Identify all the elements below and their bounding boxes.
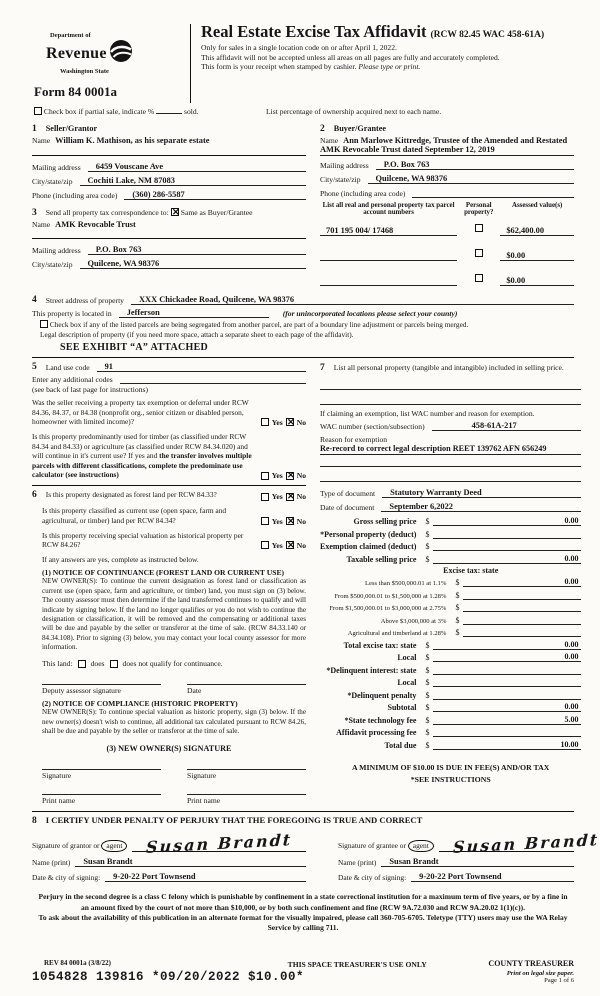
doc-type-label: Type of document [320, 489, 376, 499]
question-historic: Is this property receiving special valuation as historical property per RCW 84.26? [42, 530, 244, 550]
buyer-name-label: Name [320, 136, 339, 145]
assessor-signature-row [32, 684, 306, 695]
legal-description-label: Legal description of property (if you need more space, attach a separate sheet to each page of the affidavit). [40, 330, 354, 339]
dollar-sign: $ [455, 603, 460, 613]
title-block [190, 24, 574, 103]
buyer-name-line1[interactable]: Ann Marlowe Kittredge, Trustee of the Amended and Restated [343, 136, 568, 145]
buyer-city-value[interactable]: Quilcene, WA 98376 [368, 174, 575, 184]
new-owner-signature-row [32, 769, 306, 780]
notice1-title: (1) NOTICE OF CONTINUANCE (FOREST LAND OR CURRENT USE) [42, 568, 285, 578]
buyer-phone-value[interactable] [412, 188, 574, 198]
money-label: Less than $500,000.01 at 1.1% [364, 580, 447, 588]
agency-block [32, 24, 190, 103]
deputy-assessor-signature-line[interactable]: Deputy assessor signature [42, 684, 161, 695]
legal-size-note: Print on legal size paper. [506, 969, 574, 977]
doc-type-value[interactable]: Statutory Warranty Deed [382, 488, 581, 498]
doc-date-value[interactable]: September 6,2022 [381, 502, 581, 512]
certify-statement [32, 815, 574, 826]
dollar-sign: $ [425, 715, 430, 725]
partial-sale-sold-label: sold. [184, 107, 199, 116]
partial-sale-label: Check box if partial sale, indicate % [43, 107, 155, 116]
money-label: Total excise tax: state [343, 640, 417, 650]
perjury-notice [32, 892, 574, 933]
note-single-location: Only for sales in a single location code on or after April 1, 2022. [201, 43, 397, 52]
buyer-mailing-value[interactable]: P.O. Box 763 [376, 160, 574, 170]
does-label: does [90, 659, 105, 669]
this-land-label: This land: [42, 659, 73, 669]
section2-heading: Buyer/Grantee [333, 124, 387, 133]
grantee-print-value[interactable]: Susan Brandt [381, 857, 574, 867]
dollar-sign: $ [425, 517, 430, 527]
form-header [32, 24, 574, 103]
notice2-title: (2) NOTICE OF COMPLIANCE (HISTORIC PROPERTY) [42, 699, 238, 709]
yes-label: Yes [271, 516, 283, 526]
seller-name-value[interactable]: William K. Mathison, as his separate estate [55, 136, 210, 145]
dollar-sign: $ [425, 740, 430, 750]
wac-number-value[interactable]: 458-61A-217 [432, 421, 582, 431]
parcel-row [320, 243, 574, 261]
section1-title [32, 124, 306, 134]
reason-exemption-label: Reason for exemption [320, 435, 388, 445]
assessor-date-line[interactable]: Date [187, 684, 306, 695]
section8 [32, 811, 600, 887]
parcel-row [320, 268, 574, 286]
buyer-name-line2[interactable]: AMK Revocable Trust dated September 12, 2019 [320, 145, 574, 156]
historic-no-checkbox[interactable] [286, 541, 294, 549]
see-back-note: (see back of last page for instructions) [32, 385, 148, 394]
money-label: *Delinquent penalty [347, 690, 417, 700]
question-timber-a: Is this property predominantly used for timber (as classified under RCW 84.34 and 84.33) or agriculture (as classified under RCW 84.34.020) and will continue in it's current use? If yes and [32, 431, 248, 461]
money-value[interactable]: 0.00 [433, 640, 581, 650]
money-label: Local [397, 653, 417, 663]
dollar-sign: $ [425, 665, 430, 675]
money-value[interactable] [463, 615, 581, 625]
correspondence-mailing-value[interactable]: P.O. Box 763 [88, 245, 306, 255]
grantee-signature-label [338, 840, 439, 852]
money-value[interactable]: 0.00 [433, 516, 581, 526]
note-accepted: This affidavit will not be accepted unless all areas on all pages are fully and accurately completed. [201, 52, 500, 62]
grantee-signature-handwriting: Susan Brandt [452, 830, 600, 858]
section7-number: 7 [320, 363, 325, 373]
grantor-print-label: Name (print) [32, 858, 71, 868]
grantee-print-label: Name (print) [338, 858, 377, 868]
seller-city-value[interactable]: Cochiti Lake, NM 87083 [80, 176, 307, 186]
exemption-yes-checkbox[interactable] [261, 418, 269, 426]
currentuse-yesno [255, 517, 306, 526]
timber-yesno [255, 471, 306, 480]
revenue-logo [46, 39, 190, 68]
parcel-header-numbers: List all real and personal property tax parcel account numbers [322, 202, 455, 216]
partial-sale-percent-field[interactable] [156, 113, 182, 114]
money-label: Above $3,000,000 at 3% [380, 617, 447, 625]
wac-number-label: WAC number (section/subsection) [320, 422, 425, 432]
yes-label: Yes [271, 471, 283, 480]
street-address-value[interactable]: XXX Chickadee Road, Quilcene, WA 98376 [131, 295, 574, 305]
money-label: Gross selling price [353, 517, 417, 527]
seller-name-label: Name [32, 136, 51, 145]
grantor-signature-handwriting: Susan Brandt [146, 830, 294, 858]
additional-codes-label: Enter any additional codes [32, 375, 113, 384]
historic-yesno [255, 541, 306, 550]
reason-exemption-value[interactable]: Re-record to correct legal description REET 139762 AFN 656249 [320, 444, 581, 455]
revenue-swirl-icon [109, 39, 133, 68]
notice1-body: NEW OWNER(S): To continue the current designation as forest land or classification as current use (open space, farm and agriculture, or timber) land, you must sign on (3) below. The county assessor must then determine if the land transferred continues to qualify and will indicate by signing below. If the land no longer qualifies or you do not wish to continue the designation or classification, it will be removed and the compensating or additional taxes will be due and payable by the seller or transferor at the time of sale. (RCW 84.33.140 or 84.34.108). Prior to signing (3) below, you may contact your local county assessor for more information. [42, 577, 306, 651]
dollar-sign: $ [425, 542, 430, 552]
money-label: Affidavit processing fee [336, 728, 417, 738]
no-label: No [296, 471, 306, 480]
seller-mailing-value[interactable]: 6459 Vouscane Ave [88, 162, 306, 172]
personal-property-line[interactable] [320, 393, 581, 405]
correspondence-name-row [32, 220, 306, 229]
grantor-signature-label-text: Signature of grantor or [32, 841, 100, 851]
ownership-note: List percentage of ownership acquired next to each name. [266, 107, 442, 116]
grantor-print-value[interactable]: Susan Brandt [75, 857, 306, 867]
money-value[interactable]: 5.00 [433, 715, 581, 725]
land-use-code-value[interactable]: 91 [97, 362, 306, 372]
seller-mailing-label: Mailing address [32, 163, 81, 172]
money-value[interactable]: 0.00 [463, 577, 581, 587]
minimum-fee-line1: A MINIMUM OF $10.00 IS DUE IN FEE(S) AND/OR TAX [352, 762, 550, 772]
question-forest [32, 489, 255, 501]
seller-phone-value[interactable]: (360) 286-5587 [124, 190, 306, 200]
section2-number: 2 [320, 124, 325, 134]
new-owner-print-line[interactable]: Print name [187, 794, 306, 805]
buyer-mailing-label: Mailing address [320, 161, 369, 170]
excise-tax-state-header: Excise tax: state [443, 566, 499, 576]
section6-number: 6 [32, 490, 37, 500]
dollar-sign: $ [455, 615, 460, 625]
correspondence-city-value[interactable]: Quilcene, WA 98376 [80, 259, 307, 269]
personal-property-checkbox[interactable] [475, 274, 483, 282]
seller-phone-label: Phone (including area code) [32, 191, 118, 200]
grantee-signature-label-text: Signature of grantee or [338, 841, 406, 851]
reason-exemption-line[interactable] [320, 470, 581, 482]
money-value[interactable] [433, 541, 581, 551]
question-timber-b: the transfer involves multiple parcels with different classifications, complete the predominate use calculator (see instructions) [32, 451, 252, 480]
money-label: From $500,000.01 to $1,500,000 at 1.28% [334, 592, 447, 600]
money-label: Local [397, 678, 417, 688]
yes-label: Yes [271, 540, 283, 550]
parcel-row [320, 218, 574, 236]
parcel-number-value[interactable]: 701 195 004/ 17468 [320, 226, 457, 236]
dollar-sign: $ [425, 529, 430, 539]
section7-intro [320, 362, 581, 374]
dollar-sign: $ [425, 703, 430, 713]
located-note: (for unincorporated locations please select your county) [282, 309, 458, 318]
divider [32, 155, 306, 156]
currentuse-yes-checkbox[interactable] [261, 517, 269, 525]
question-exemption: Was the seller receiving a property tax exemption or deferral under RCW 84.36, 84.37, or 84.38 (nonprofit org., senior citizen or disabled person, homeowner with limited income)? [32, 398, 249, 427]
money-value[interactable] [433, 529, 581, 539]
correspondence-city-label: City/state/zip [32, 260, 73, 269]
dollar-sign: $ [425, 554, 430, 564]
washington-state-label: Washington State [60, 68, 109, 75]
section4 [32, 295, 574, 353]
personal-property-line[interactable] [320, 378, 581, 390]
no-label: No [296, 540, 306, 550]
form-number: Form 84 0001a [34, 84, 118, 99]
parcel-table-header [320, 202, 574, 216]
dollar-sign: $ [455, 628, 460, 638]
money-value[interactable] [463, 602, 581, 612]
section1-heading: Seller/Grantor [45, 124, 98, 133]
money-value[interactable] [433, 677, 581, 687]
buyer-city-label: City/state/zip [320, 175, 361, 184]
does-not-checkbox[interactable] [110, 660, 118, 668]
buyer-name-row [320, 136, 574, 145]
same-as-buyer-label: Same as Buyer/Grantee [180, 208, 253, 217]
parcel-number-value[interactable] [320, 276, 457, 286]
exemption-no-checkbox[interactable] [286, 418, 294, 426]
segregated-checkbox[interactable] [40, 320, 48, 328]
timber-no-checkbox[interactable] [286, 472, 294, 480]
if-yes-note: If any answers are yes, complete as instructed below. [42, 554, 199, 564]
money-value[interactable] [463, 590, 581, 600]
legal-description-value[interactable]: SEE EXHIBIT “A” ATTACHED [60, 342, 209, 353]
new-owner-print-row [32, 794, 306, 805]
no-label: No [296, 417, 306, 427]
dept-of-label: Department of [50, 32, 91, 39]
section7-text: List all personal property (tangible and intangible) included in selling price. [333, 363, 564, 372]
money-value[interactable] [463, 627, 581, 637]
new-owner-signature-line[interactable]: Signature [187, 769, 306, 780]
money-value[interactable]: 0.00 [433, 702, 581, 712]
parcel-header-assessed: Assessed value(s) [511, 202, 563, 209]
located-in-label: This property is located in [32, 309, 112, 318]
money-value[interactable] [433, 690, 581, 700]
assessed-value[interactable]: $62,400.00 [500, 226, 574, 236]
certify-text: I CERTIFY UNDER PENALTY OF PERJURY THAT THE FOREGOING IS TRUE AND CORRECT [45, 815, 423, 826]
grantor-date-value[interactable]: 9-20-22 Port Townsend [105, 872, 306, 882]
grantee-date-value[interactable]: 9-20-22 Port Townsend [411, 872, 574, 882]
correspondence-mailing-label: Mailing address [32, 246, 81, 255]
county-value[interactable]: Jefferson [119, 308, 269, 318]
money-label: Total due [384, 740, 417, 750]
page-footer [32, 959, 574, 984]
forest-no-checkbox[interactable] [286, 493, 294, 501]
grantor-signature-line[interactable] [132, 830, 306, 858]
does-not-label: does not qualify for continuance. [122, 659, 223, 669]
dollar-sign: $ [425, 690, 430, 700]
section2-title [320, 124, 574, 134]
divider [32, 357, 574, 358]
minimum-fee-line2: *SEE INSTRUCTIONS [410, 774, 491, 784]
note-type-or-print: Please type or print. [358, 62, 421, 72]
street-address-label: Street address of property [45, 296, 124, 305]
note-receipt-text: This form is your receipt when stamped by cashier. [201, 62, 359, 72]
forest-yesno [255, 492, 306, 501]
dollar-sign: $ [455, 590, 460, 600]
seller-city-label: City/state/zip [32, 177, 73, 186]
currentuse-no-checkbox[interactable] [286, 517, 294, 525]
section3-intro: Send all property tax correspondence to: [45, 208, 169, 217]
revenue-wordmark: Revenue [46, 44, 107, 62]
grantor-signature-label [32, 840, 132, 852]
correspondence-name-value[interactable]: AMK Revocable Trust [55, 220, 136, 229]
exemption-yesno [255, 418, 306, 427]
partial-sale-row [34, 107, 574, 116]
divider [32, 485, 306, 486]
rev-number: REV 84 0001a (3/8/22) [44, 958, 111, 967]
correspondence-name-label: Name [32, 220, 51, 229]
money-label: *Personal property (deduct) [320, 529, 417, 539]
additional-codes-value[interactable] [120, 374, 306, 384]
doc-date-label: Date of document [320, 503, 375, 513]
this-land-row [32, 659, 306, 668]
forest-yes-checkbox[interactable] [261, 493, 269, 501]
perjury-line1: Perjury in the second degree is a class C felony which is punishable by confinement in a state correctional institution for a maximum term of five years, or by a fine in an amount fixed by the court of not more than $10,000, or by both such confinement and fine (RCW 9A.72.030 and RCW 9A.20.02 1(1)(c)). [38, 892, 568, 912]
new-owner-signature-line[interactable]: Signature [42, 769, 161, 780]
grantee-agent-circled: agent [408, 840, 434, 852]
perjury-line2: To ask about the availability of this publication in an alternate format for the visually impaired, please call 360-705-6705. Teletype (TTY) users may use the WA Relay Service by calling 711. [38, 912, 568, 932]
partial-sale-checkbox[interactable] [34, 107, 42, 115]
segregated-row [40, 320, 574, 329]
timber-yes-checkbox[interactable] [261, 472, 269, 480]
section1-number: 1 [32, 124, 37, 134]
money-value[interactable]: 10.00 [433, 740, 581, 750]
question-forest-text: Is this property designated as forest land per RCW 84.33? [45, 490, 217, 499]
treasurer-use-label: THIS SPACE TREASURER'S USE ONLY [287, 959, 427, 969]
grantor-date-label: Date & city of signing: [32, 873, 101, 883]
reason-exemption-line[interactable] [320, 455, 581, 467]
money-value[interactable]: 0.00 [433, 652, 581, 662]
section8-number: 8 [32, 816, 37, 827]
money-label: From $1,500,000.01 to $3,000,000 at 2.75% [329, 605, 447, 613]
grantee-date-label: Date & city of signing: [338, 873, 407, 883]
yes-label: Yes [271, 492, 283, 502]
money-value[interactable]: 0.00 [433, 554, 581, 564]
grantor-agent-circled: agent [101, 840, 127, 852]
money-label: Agricultural and timberland at 1.28% [347, 630, 447, 638]
divider [32, 238, 306, 239]
money-value[interactable] [433, 727, 581, 737]
county-treasurer-label: COUNTY TREASURER [488, 958, 574, 968]
question-currentuse: Is this property classified as current use (open space, farm and agricultural, or timber) land per RCW 84.34? [42, 506, 227, 525]
personal-property-checkbox[interactable] [475, 224, 483, 232]
yes-label: Yes [271, 417, 283, 427]
land-use-code-label: Land use code [45, 363, 90, 372]
money-label: Taxable selling price [346, 554, 417, 564]
page-number: Page 1 of 6 [544, 976, 574, 984]
dollar-sign: $ [425, 728, 430, 738]
note-receipt [201, 62, 574, 72]
dollar-sign: $ [425, 640, 430, 650]
same-as-buyer-checkbox[interactable] [171, 208, 179, 216]
parcel-header-personal: Personal property? [464, 202, 494, 216]
section3-title [32, 208, 306, 218]
grantee-signature-line[interactable] [439, 830, 600, 858]
new-owner-signature-title: (3) NEW OWNER(S) SIGNATURE [106, 744, 232, 754]
money-label: Subtotal [387, 703, 417, 713]
money-label: *State technology fee [344, 715, 417, 725]
notice2-body: NEW OWNER(S): To continue special valuation as historic property, sign (3) below. If the new owner(s) doesn't wish to continue, all additional tax calculated pursuant to RCW 84.26, shall be due and payable by the seller or transferor at the time of sale. [42, 708, 306, 736]
money-value[interactable] [433, 665, 581, 675]
section5-number: 5 [32, 362, 37, 372]
buyer-phone-label: Phone (including area code) [320, 189, 406, 198]
personal-property-checkbox[interactable] [475, 249, 483, 257]
minimum-fee-note [320, 762, 581, 785]
no-label: No [296, 492, 306, 502]
assessed-value[interactable]: $0.00 [500, 251, 574, 261]
historic-yes-checkbox[interactable] [261, 541, 269, 549]
parcel-number-value[interactable] [320, 251, 457, 261]
no-label: No [296, 516, 306, 526]
section4-number: 4 [32, 295, 37, 305]
treasurer-stamp: 1054828 139816 *09/20/2022 $10.00* [32, 969, 305, 984]
form-title: Real Estate Excise Tax Affidavit [201, 22, 427, 41]
seller-name-row [32, 136, 306, 145]
segregated-note: Check box if any of the listed parcels are being segregated from another parcel, are part of a boundary line adjustment or parcels being merged. [49, 320, 469, 329]
dollar-sign: $ [425, 653, 430, 663]
dollar-sign: $ [425, 678, 430, 688]
does-checkbox[interactable] [78, 660, 86, 668]
dollar-sign: $ [455, 578, 460, 588]
section3-number: 3 [32, 208, 37, 218]
assessed-value[interactable]: $0.00 [500, 276, 574, 286]
question-timber [32, 432, 255, 480]
new-owner-print-line[interactable]: Print name [42, 794, 161, 805]
money-label: Exemption claimed (deduct) [320, 542, 417, 552]
exemption-claim-note: If claiming an exemption, list WAC number and reason for exemption. [320, 409, 535, 419]
money-label: *Delinquent interest: state [326, 665, 417, 675]
form-title-rcw: (RCW 82.45 WAC 458-61A) [430, 30, 545, 40]
